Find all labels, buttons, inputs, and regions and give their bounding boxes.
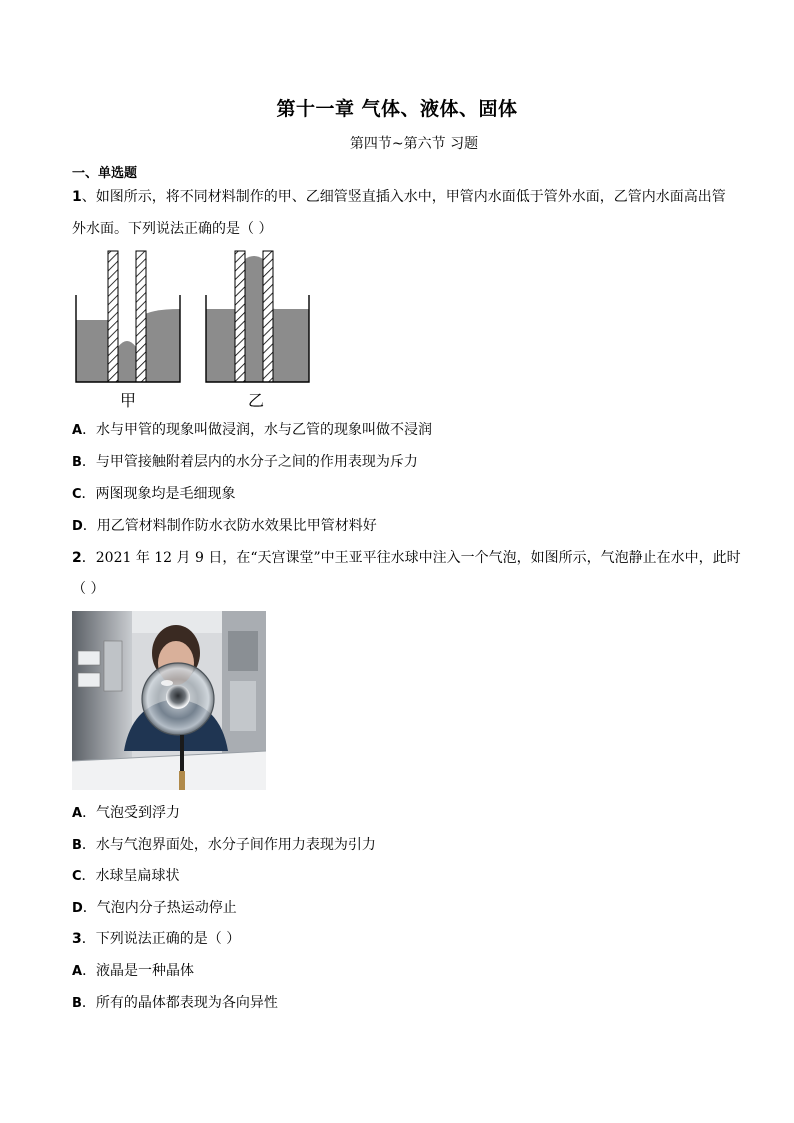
water-ball-photo: [72, 611, 266, 790]
question-1-stem-line-2: 外水面。下列说法正确的是（ ）: [72, 221, 273, 237]
question-3-option-a: A．液晶是一种晶体: [72, 963, 195, 979]
page-title: 第十一章 气体、液体、固体: [276, 98, 518, 120]
question-1-option-a: A．水与甲管的现象叫做浸润，水与乙管的现象叫做不浸润: [72, 422, 433, 438]
question-number: 2: [72, 550, 82, 566]
beaker-jia: [76, 251, 180, 382]
question-1-stem-line-1: 1、如图所示，将不同材料制作的甲、乙细管竖直插入水中，甲管内水面低于管外水面，乙管内水面高出管: [72, 189, 726, 205]
figure-label-yi: 乙: [247, 391, 265, 410]
question-1-option-b: B．与甲管接触附着层内的水分子之间的作用表现为斥力: [72, 454, 418, 470]
figure-label-jia: 甲: [119, 391, 137, 410]
question-3-stem: 3．下列说法正确的是（ ）: [72, 931, 241, 947]
question-1-option-c: C．两图现象均是毛细现象: [72, 486, 236, 502]
question-2-stem-line-2: （ ）: [72, 581, 105, 597]
question-2-option-a: A．气泡受到浮力: [72, 805, 181, 821]
question-3-option-b: B．所有的晶体都表现为各向异性: [72, 995, 278, 1011]
question-1-option-d: D．用乙管材料制作防水衣防水效果比甲管材料好: [72, 518, 377, 534]
capillary-tubes-figure: [72, 247, 312, 412]
page-subtitle: 第四节~第六节 习题: [349, 136, 479, 152]
section-heading: 一、单选题: [72, 166, 138, 181]
question-2-option-b: B．水与气泡界面处，水分子间作用力表现为引力: [72, 837, 376, 853]
question-number: 1: [72, 189, 82, 205]
beaker-yi: [206, 251, 309, 382]
question-2-option-c: C．水球呈扁球状: [72, 868, 180, 884]
question-2-stem-line-1: 2．2021 年 12 月 9 日，在“天宫课堂”中王亚平往水球中注入一个气泡，如图所示，气泡静止在水中，此时: [72, 550, 741, 566]
question-2-option-d: D．气泡内分子热运动停止: [72, 900, 237, 916]
question-number: 3: [72, 931, 82, 947]
